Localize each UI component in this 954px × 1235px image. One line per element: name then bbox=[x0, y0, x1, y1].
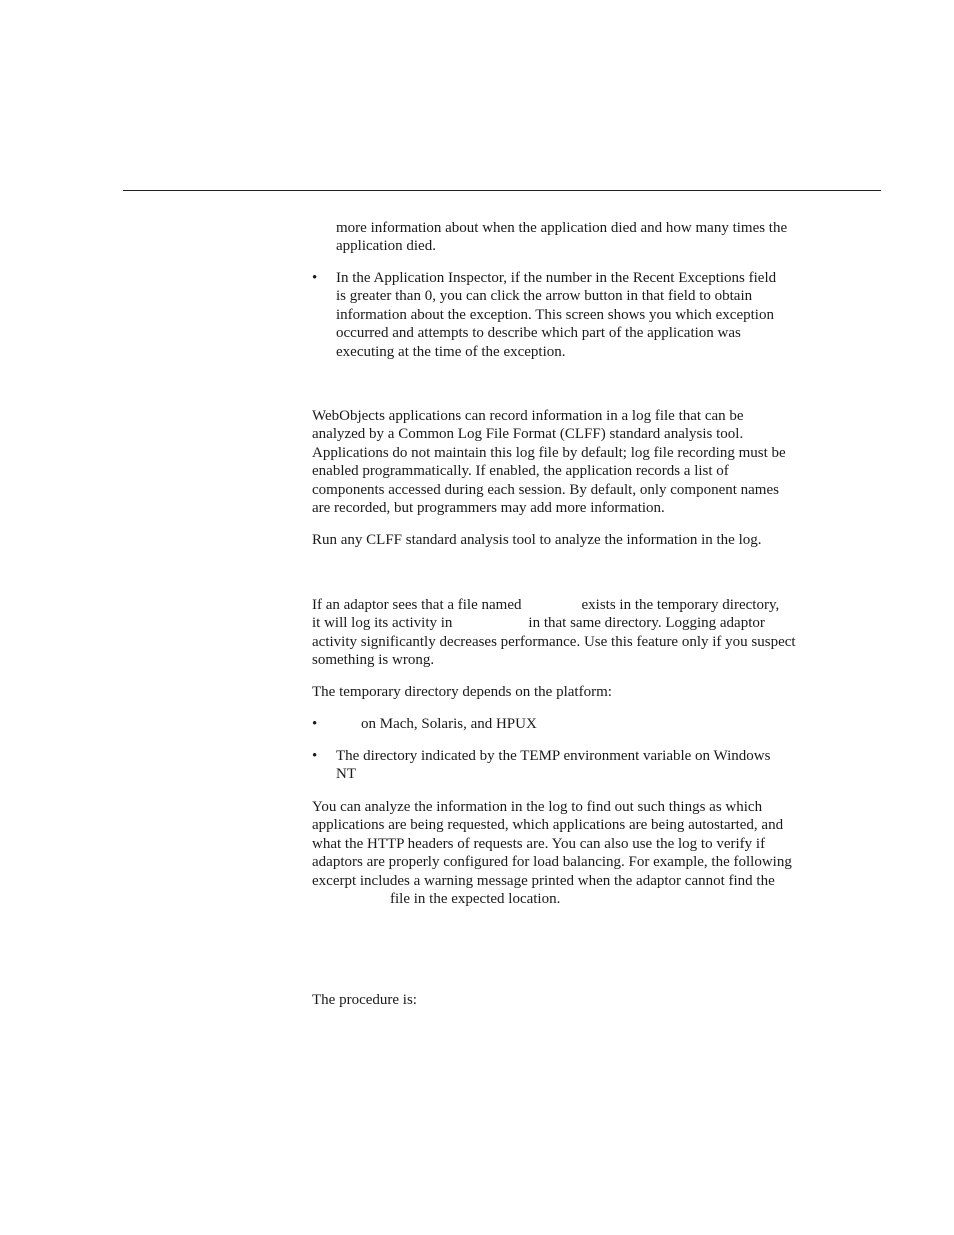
text-line: In the Application Inspector, if the number in the Recent Exceptions field bbox=[336, 270, 777, 286]
run-clff-paragraph bbox=[312, 531, 762, 549]
text-line: NT bbox=[336, 766, 356, 783]
text-line: what the HTTP headers of requests are. You can also use the log to verify if bbox=[312, 835, 766, 852]
text-line: more information about when the application died and how many times the bbox=[336, 220, 788, 236]
text-line: something is wrong. bbox=[312, 652, 435, 669]
text-line: Applications do not maintain this log file by default; log file recording must be bbox=[312, 444, 786, 461]
adaptor-log-paragraph bbox=[312, 596, 796, 670]
procedure-paragraph bbox=[312, 991, 417, 1009]
text-fragment: exists in the temporary directory, bbox=[581, 597, 780, 613]
text-line: are recorded, but programmers may add more information. bbox=[312, 500, 665, 517]
text-line: on Mach, Solaris, and HPUX bbox=[361, 716, 537, 732]
text-line: excerpt includes a warning message printed when the adaptor cannot find the bbox=[312, 872, 775, 889]
text-fragment: If an adaptor sees that a file named bbox=[312, 597, 522, 613]
bullet-marker: • bbox=[312, 716, 318, 732]
inspector-bullet-text bbox=[336, 269, 776, 361]
text-line: components accessed during each session. By default, only component names bbox=[312, 481, 779, 498]
bullet-marker: • bbox=[312, 270, 318, 286]
text-line bbox=[312, 890, 792, 908]
bullet-marker: • bbox=[312, 748, 318, 764]
text-line: You can analyze the information in the log to find out such things as which bbox=[312, 799, 763, 815]
text-line bbox=[312, 614, 796, 632]
analyze-log-paragraph bbox=[312, 798, 792, 908]
text-line: enabled programmatically. If enabled, the application records a list of bbox=[312, 463, 729, 480]
text-line: applications are being requested, which applications are being autostarted, and bbox=[312, 817, 784, 834]
header-rule bbox=[123, 190, 881, 191]
text-line: is greater than 0, you can click the arrow button in that field to obtain bbox=[336, 288, 753, 305]
temp-directory-paragraph bbox=[312, 683, 612, 701]
clff-paragraph bbox=[312, 407, 786, 517]
text-line: analyzed by a Common Log File Format (CLFF) standard analysis tool. bbox=[312, 426, 744, 443]
text-line: application died. bbox=[336, 238, 436, 255]
windows-bullet-text bbox=[336, 747, 770, 784]
text-fragment: in that same directory. Logging adaptor bbox=[528, 615, 765, 632]
text-line: occurred and attempts to describe which part of the application was bbox=[336, 325, 741, 342]
text-line: information about the exception. This screen shows you which exception bbox=[336, 306, 774, 323]
text-line: executing at the time of the exception. bbox=[336, 343, 566, 360]
text-fragment: file in the expected location. bbox=[390, 891, 561, 908]
text-line bbox=[312, 596, 796, 614]
text-line: The directory indicated by the TEMP environment variable on Windows bbox=[336, 748, 771, 764]
text-line: Run any CLFF standard analysis tool to analyze the information in the log. bbox=[312, 532, 762, 548]
text-line: adaptors are properly configured for load balancing. For example, the following bbox=[312, 854, 792, 871]
text-line: The temporary directory depends on the platform: bbox=[312, 684, 612, 700]
text-line: The procedure is: bbox=[312, 992, 417, 1008]
mach-bullet-text bbox=[361, 715, 537, 733]
text-line: activity significantly decreases performance. Use this feature only if you suspect bbox=[312, 633, 796, 650]
continuation-paragraph bbox=[336, 219, 787, 256]
text-line: WebObjects applications can record information in a log file that can be bbox=[312, 408, 744, 424]
text-fragment: it will log its activity in bbox=[312, 615, 453, 632]
